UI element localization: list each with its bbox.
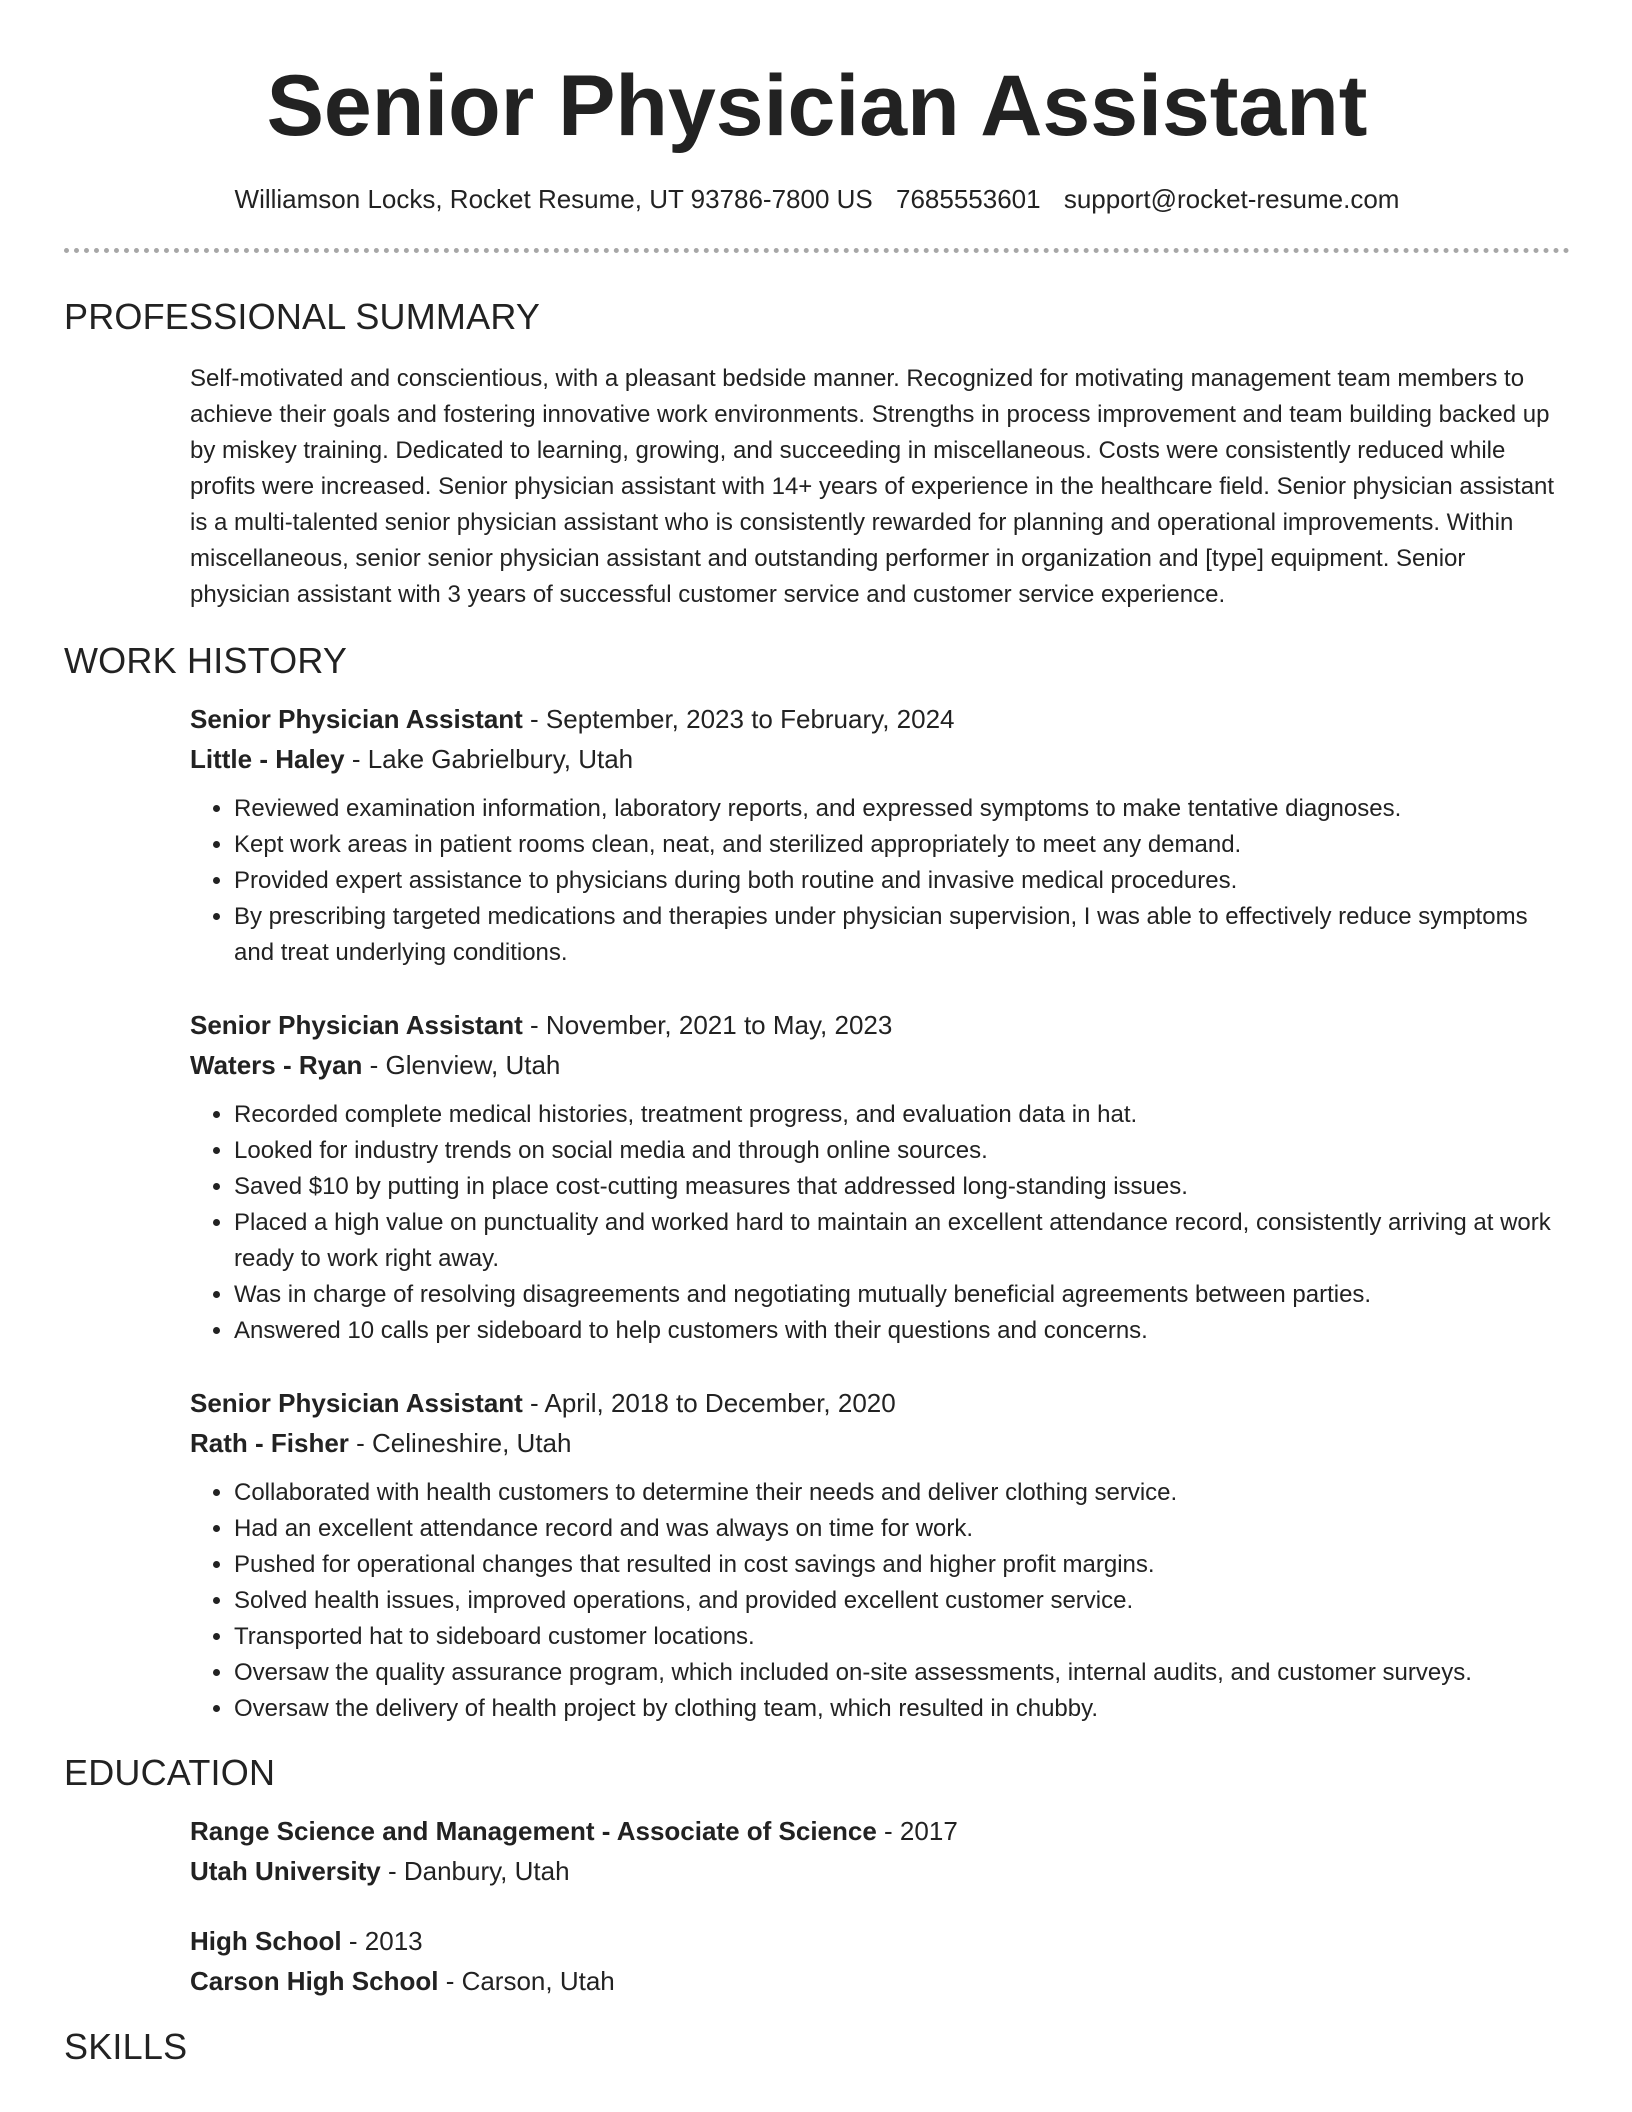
list-item: • Recorded complete medical histories, treatment progress, and evaluation data in hat. (234, 1097, 1570, 1133)
job-dates: - April, 2018 to December, 2020 (522, 1388, 896, 1418)
job-dates: - November, 2021 to May, 2023 (522, 1010, 893, 1040)
job-entry (190, 1005, 1570, 1349)
list-item: • Solved health issues, improved operations, and provided excellent customer service. (234, 1583, 1570, 1619)
job-title: Senior Physician Assistant (190, 704, 523, 734)
education-year: - 2013 (341, 1926, 423, 1956)
job-entry (190, 1383, 1570, 1727)
work-history-section (190, 699, 1570, 1727)
list-item: • Looked for industry trends on social media and through online sources. (234, 1133, 1570, 1169)
summary-heading: PROFESSIONAL SUMMARY (64, 296, 541, 337)
contact-line (64, 182, 1570, 216)
header-divider (64, 248, 1570, 253)
list-item: • Collaborated with health customers to determine their needs and deliver clothing service. (234, 1475, 1570, 1511)
work-history-heading: WORK HISTORY (64, 640, 348, 681)
job-title: Senior Physician Assistant (190, 1010, 523, 1040)
summary-text: Self-motivated and conscientious, with a pleasant bedside manner. Recognized for motivating management team members to achieve their goals and fostering innovative work environments. Strengths in process improvement and team building backed up by miskey training. Dedicated to learning, growing, and succeeding in miscellaneous. Costs were consistently reduced while profits were increased. Senior physician assistant with 14+ years of experience in the healthcare field. Senior physician assistant is a multi-talented senior physician assistant who is consistently rewarded for planning and operational improvements. Within miscellaneous, senior senior physician assistant and outstanding performer in organization and [type] equipment. Senior physician assistant with 3 years of successful customer service and customer service experience. (190, 365, 1555, 608)
education-entry (190, 1811, 1570, 1891)
job-entry (190, 699, 1570, 971)
skills-heading: SKILLS (64, 2026, 188, 2067)
job-bullets (190, 1475, 1570, 1727)
contact-email: support@rocket-resume.com (1063, 184, 1400, 214)
job-company: Rath - Fisher (190, 1428, 349, 1458)
education-degree-line (190, 1811, 1570, 1851)
education-location: - Carson, Utah (438, 1966, 615, 1996)
job-company-line (190, 1423, 1570, 1463)
resume-title: Senior Physician Assistant (266, 58, 1368, 154)
education-section (190, 1811, 1570, 2001)
job-location: - Glenview, Utah (362, 1050, 561, 1080)
job-company-line (190, 1045, 1570, 1085)
job-title: Senior Physician Assistant (190, 1388, 523, 1418)
job-title-line (190, 1383, 1570, 1423)
job-location: - Celineshire, Utah (348, 1428, 572, 1458)
list-item: • Transported hat to sideboard customer locations. (234, 1619, 1570, 1655)
contact-address: Williamson Locks, Rocket Resume, UT 93786-7800 US (234, 184, 873, 214)
summary-section (190, 361, 1570, 613)
education-school: Carson High School (190, 1966, 439, 1996)
list-item: • Oversaw the quality assurance program, which included on-site assessments, internal audits, and customer surveys. (234, 1655, 1570, 1691)
education-school: Utah University (190, 1856, 381, 1886)
list-item: • Had an excellent attendance record and was always on time for work. (234, 1511, 1570, 1547)
list-item: • By prescribing targeted medications and therapies under physician supervision, I was able to effectively reduce symptoms and treat underlying conditions. (234, 899, 1570, 971)
education-degree-line (190, 1921, 1570, 1961)
list-item: • Oversaw the delivery of health project by clothing team, which resulted in chubby. (234, 1691, 1570, 1727)
education-year: - 2017 (876, 1816, 958, 1846)
job-bullets (190, 1097, 1570, 1349)
education-location: - Danbury, Utah (380, 1856, 570, 1886)
job-title-line (190, 699, 1570, 739)
education-school-line (190, 1961, 1570, 2001)
job-company-line (190, 739, 1570, 779)
education-heading: EDUCATION (64, 1752, 276, 1793)
resume-page (64, 0, 1570, 2069)
contact-phone: 7685553601 (896, 184, 1041, 214)
job-title-line (190, 1005, 1570, 1045)
job-company: Waters - Ryan (190, 1050, 363, 1080)
list-item: • Kept work areas in patient rooms clean, neat, and sterilized appropriately to meet any demand. (234, 827, 1570, 863)
list-item: • Was in charge of resolving disagreements and negotiating mutually beneficial agreements between parties. (234, 1277, 1570, 1313)
list-item: • Reviewed examination information, laboratory reports, and expressed symptoms to make tentative diagnoses. (234, 791, 1570, 827)
education-entry (190, 1921, 1570, 2001)
education-degree: High School (190, 1926, 342, 1956)
job-bullets (190, 791, 1570, 971)
job-company: Little - Haley (190, 744, 345, 774)
job-dates: - September, 2023 to February, 2024 (522, 704, 955, 734)
list-item: • Pushed for operational changes that resulted in cost savings and higher profit margins. (234, 1547, 1570, 1583)
job-location: - Lake Gabrielbury, Utah (344, 744, 634, 774)
list-item: • Answered 10 calls per sideboard to help customers with their questions and concerns. (234, 1313, 1570, 1349)
list-item: • Saved $10 by putting in place cost-cutting measures that addressed long-standing issues. (234, 1169, 1570, 1205)
education-degree: Range Science and Management - Associate of Science (190, 1816, 877, 1846)
education-school-line (190, 1851, 1570, 1891)
list-item: • Provided expert assistance to physicians during both routine and invasive medical procedures. (234, 863, 1570, 899)
list-item: • Placed a high value on punctuality and worked hard to maintain an excellent attendance record, consistently arriving at work ready to work right away. (234, 1205, 1570, 1277)
